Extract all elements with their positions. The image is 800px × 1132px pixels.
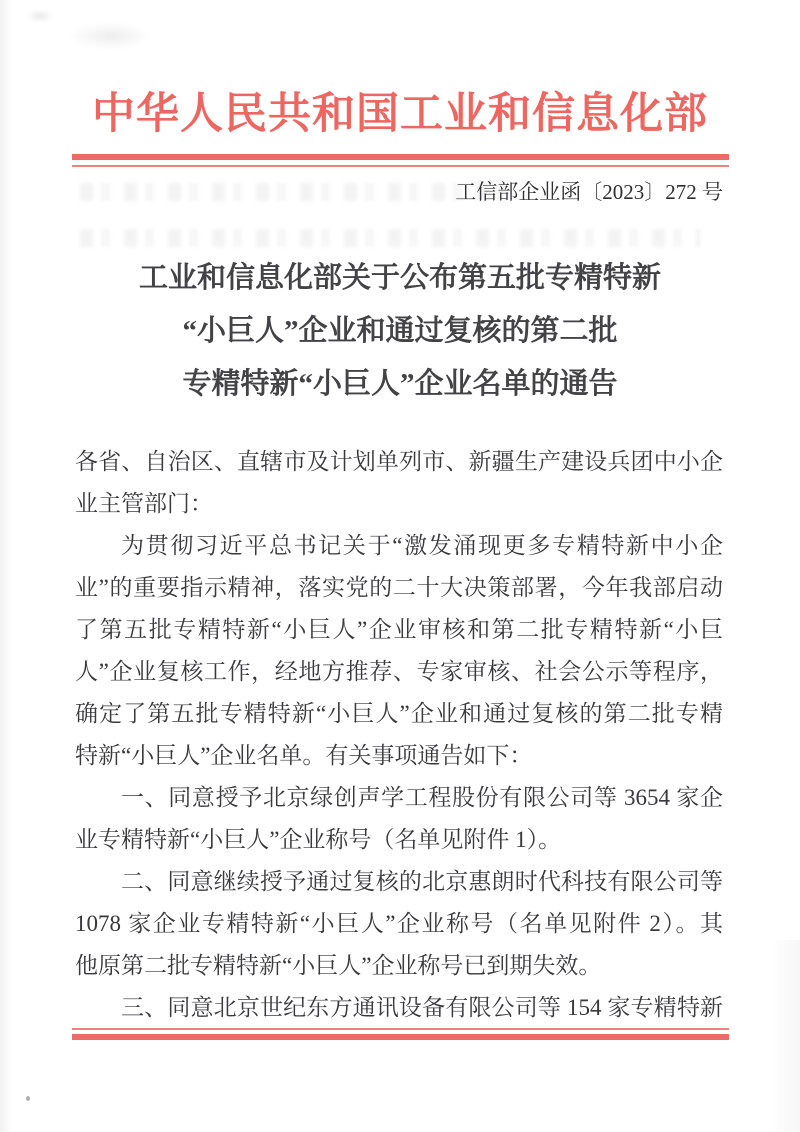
scan-edge-shadow-right <box>770 940 800 1132</box>
body-line: 二、同意继续授予通过复核的北京惠朗时代科技有限公司等 <box>121 869 723 894</box>
document-title-line: 专精特新“小巨人”企业名单的通告 <box>182 368 618 400</box>
bleedthrough-text-ghost <box>80 183 520 201</box>
bleedthrough-text-ghost <box>80 229 700 247</box>
body-line: 三、同意北京世纪东方通讯设备有限公司等 154 家专精特新 <box>121 995 723 1020</box>
letterhead-rule-thick <box>72 154 729 160</box>
body-line: 他原第二批专精特新“小巨人”企业称号已到期失效。 <box>75 953 602 978</box>
body-line: 1078 家企业专精特新“小巨人”企业称号（名单见附件 2）。其 <box>75 911 723 936</box>
body-line: 特新“小巨人”企业名单。有关事项通告如下： <box>75 743 533 768</box>
body-line: 确定了第五批专精特新“小巨人”企业和通过复核的第二批专精 <box>75 701 723 726</box>
body-line: 为贯彻习近平总书记关于“激发涌现更多专精特新中小企 <box>121 533 723 558</box>
letterhead-ministry-name: 中华人民共和国工业和信息化部 <box>92 91 708 138</box>
document-title <box>0 252 800 411</box>
footer-rule-thick <box>72 1034 729 1040</box>
paper-speck <box>26 1096 30 1101</box>
body-line: 人”企业复核工作，经地方推荐、专家审核、社会公示等程序， <box>75 659 723 684</box>
body-line: 了第五批专精特新“小巨人”企业审核和第二批专精特新“小巨 <box>75 617 723 642</box>
body-line: 业”的重要指示精神，落实党的二十大决策部署，今年我部启动 <box>75 575 723 600</box>
body-line: 业主管部门： <box>75 491 213 516</box>
document-title-line: “小巨人”企业和通过复核的第二批 <box>182 315 618 347</box>
letterhead-rule-thin <box>72 165 729 167</box>
scan-edge-shadow-left <box>0 0 12 1132</box>
scan-smudge-top-left <box>20 6 180 66</box>
document-reference-number: 工信部企业函〔2023〕272 号 <box>455 180 723 204</box>
document-body <box>75 441 723 1029</box>
document-title-line: 工业和信息化部关于公布第五批专精特新 <box>138 262 661 294</box>
body-line: 业专精特新“小巨人”企业称号（名单见附件 1）。 <box>75 827 562 852</box>
body-line: 各省、自治区、直辖市及计划单列市、新疆生产建设兵团中小企 <box>75 449 723 474</box>
footer-rule-thin <box>72 1028 729 1030</box>
body-line: 一、同意授予北京绿创声学工程股份有限公司等 3654 家企 <box>121 785 723 810</box>
